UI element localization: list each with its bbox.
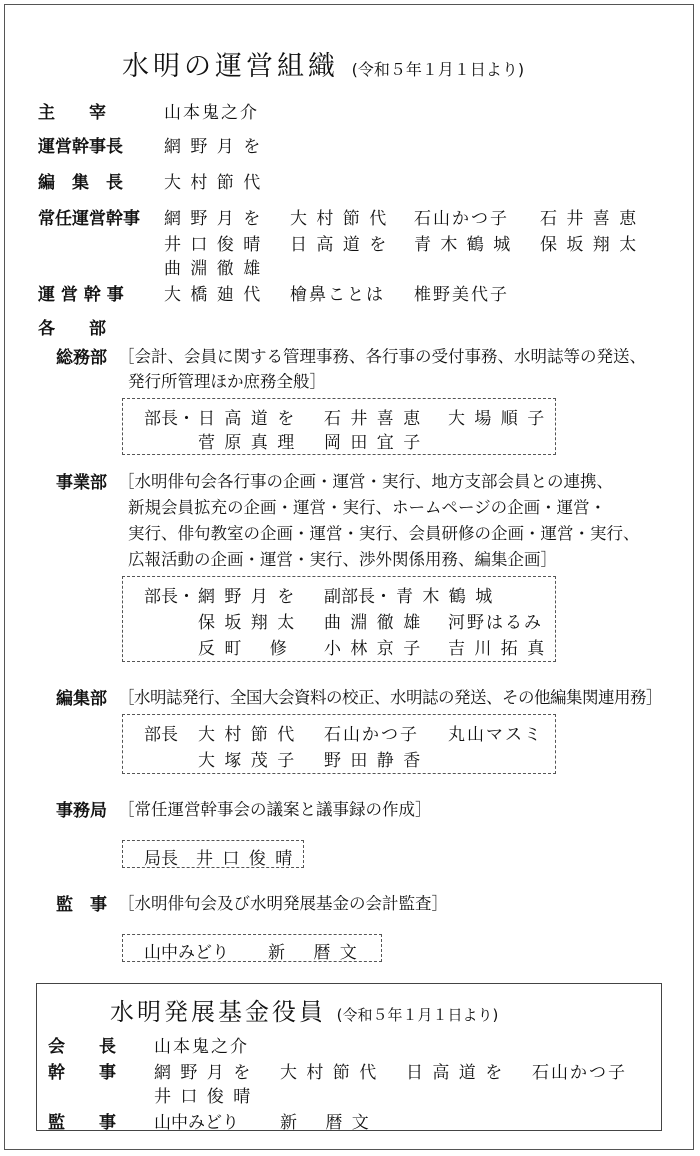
kanji-name: 大 橋 廸 代 bbox=[164, 285, 263, 305]
henshucho-label: 編 集 長 bbox=[38, 173, 123, 193]
kanji-name: 椎野美代子 bbox=[414, 285, 509, 305]
kakubu-label: 各 部 bbox=[38, 319, 106, 339]
fund-date-note: (令和５年１月１日より) bbox=[336, 1006, 499, 1024]
kanjicho-name: 網 野 月 を bbox=[164, 137, 263, 157]
jonin-name: 網 野 月 を bbox=[164, 209, 263, 229]
somu-member: 大 場 順 子 bbox=[448, 409, 547, 429]
henshu-member: 野 田 静 香 bbox=[324, 751, 423, 771]
jigyo-member: 網 野 月 を bbox=[198, 587, 297, 607]
somu-dept-name: 総務部 bbox=[56, 348, 107, 368]
kanji-label: 運 営 幹 事 bbox=[38, 285, 124, 305]
somu-member: 石 井 喜 恵 bbox=[324, 409, 423, 429]
jonin-name: 日 高 道 を bbox=[290, 235, 389, 255]
jimu-member: 井 口 俊 晴 bbox=[196, 849, 295, 869]
jigyo-member: 河野はるみ bbox=[448, 613, 543, 633]
kansa-dept-name: 監 事 bbox=[56, 895, 107, 915]
jigyo-head-label: 部長・ bbox=[144, 587, 195, 607]
somu-desc-1: ［会計、会員に関する管理事務、各行事の受付事務、水明誌等の発送、 bbox=[118, 347, 646, 366]
kanji-name: 檜鼻ことは bbox=[290, 285, 385, 305]
fund-kanji-name: 大 村 節 代 bbox=[280, 1063, 379, 1083]
shusai-name: 山本鬼之介 bbox=[164, 103, 259, 123]
title-text: 水明の運営組織 bbox=[122, 51, 339, 82]
jonin-name: 青 木 鶴 城 bbox=[414, 235, 513, 255]
jonin-label: 常任運営幹事 bbox=[38, 209, 140, 229]
fund-kanji-name: 網 野 月 を bbox=[154, 1063, 253, 1083]
jimu-dept-name: 事務局 bbox=[56, 801, 107, 821]
jonin-name: 保 坂 翔 太 bbox=[540, 235, 639, 255]
page-title bbox=[122, 44, 524, 83]
fund-kanji-label: 幹 事 bbox=[48, 1063, 116, 1083]
somu-member: 岡 田 宜 子 bbox=[324, 433, 423, 453]
kansa-desc-1: ［水明俳句会及び水明発展基金の会計監査］ bbox=[118, 894, 448, 913]
jigyo-member: 曲 淵 徹 雄 bbox=[324, 613, 423, 633]
fund-kanji-name: 井 口 俊 晴 bbox=[154, 1087, 253, 1107]
jigyo-desc-3: 実行、俳句教室の企画・運営・実行、会員研修の企画・運営・実行、 bbox=[128, 524, 640, 543]
fund-kaicho-name: 山本鬼之介 bbox=[154, 1037, 249, 1057]
jonin-name: 石山かつ子 bbox=[414, 209, 509, 229]
jonin-name: 石 井 喜 恵 bbox=[540, 209, 639, 229]
henshu-member: 大 村 節 代 bbox=[198, 725, 297, 745]
jigyo-dept-name: 事業部 bbox=[56, 473, 107, 493]
jigyo-member: 吉 川 拓 真 bbox=[448, 639, 547, 659]
fund-kansa-name: 山中みどり bbox=[154, 1113, 239, 1133]
fund-kanji-name: 日 高 道 を bbox=[406, 1063, 505, 1083]
jonin-name: 大 村 節 代 bbox=[290, 209, 389, 229]
kansa-member: 山中みどり bbox=[144, 943, 229, 963]
jimu-desc-1: ［常任運営幹事会の議案と議事録の作成］ bbox=[118, 800, 432, 819]
jigyo-member: 反 町 修 bbox=[198, 639, 289, 659]
jigyo-desc-1: ［水明俳句会各行事の企画・運営・実行、地方支部会員との連携、 bbox=[118, 472, 613, 491]
henshu-dept-name: 編集部 bbox=[56, 689, 107, 709]
somu-member: 日 高 道 を bbox=[198, 409, 297, 429]
jigyo-member: 保 坂 翔 太 bbox=[198, 613, 297, 633]
fund-kanji-name: 石山かつ子 bbox=[532, 1063, 627, 1083]
somu-desc-2: 発行所管理ほか庶務全般］ bbox=[128, 372, 326, 391]
jonin-name: 井 口 俊 晴 bbox=[164, 235, 263, 255]
henshu-member: 丸山マスミ bbox=[448, 725, 543, 745]
henshu-head-label: 部長 bbox=[144, 725, 178, 745]
henshucho-name: 大 村 節 代 bbox=[164, 173, 263, 193]
henshu-desc-1: ［水明誌発行、全国大会資料の校正、水明誌の発送、その他編集関連用務］ bbox=[118, 688, 662, 707]
jigyo-desc-4: 広報活動の企画・運営・実行、渉外関係用務、編集企画］ bbox=[128, 550, 557, 569]
jonin-name: 曲 淵 徹 雄 bbox=[164, 259, 263, 279]
henshu-member: 石山かつ子 bbox=[324, 725, 419, 745]
fund-title-text: 水明発展基金役員 bbox=[110, 998, 326, 1026]
jigyo-desc-2: 新規会員拡充の企画・運営・実行、ホームページの企画・運営・ bbox=[128, 498, 607, 517]
fund-title bbox=[110, 992, 498, 1027]
shusai-label: 主 宰 bbox=[38, 103, 106, 123]
jigyo-member: 小 林 京 子 bbox=[324, 639, 423, 659]
jimu-head-label: 局長 bbox=[144, 849, 178, 869]
kansa-member: 新 暦 文 bbox=[268, 943, 359, 963]
title-date-note: (令和５年１月１日より) bbox=[351, 60, 525, 79]
somu-head-label: 部長・ bbox=[144, 409, 195, 429]
somu-member: 菅 原 真 理 bbox=[198, 433, 297, 453]
jigyo-member: 青 木 鶴 城 bbox=[396, 587, 495, 607]
fund-kansa-name: 新 暦 文 bbox=[280, 1113, 371, 1133]
fund-kaicho-label: 会 長 bbox=[48, 1037, 116, 1057]
fund-kansa-label: 監 事 bbox=[48, 1113, 116, 1133]
jigyo-sub-label: 副部長・ bbox=[324, 587, 392, 607]
henshu-member: 大 塚 茂 子 bbox=[198, 751, 297, 771]
kanjicho-label: 運営幹事長 bbox=[38, 137, 123, 157]
